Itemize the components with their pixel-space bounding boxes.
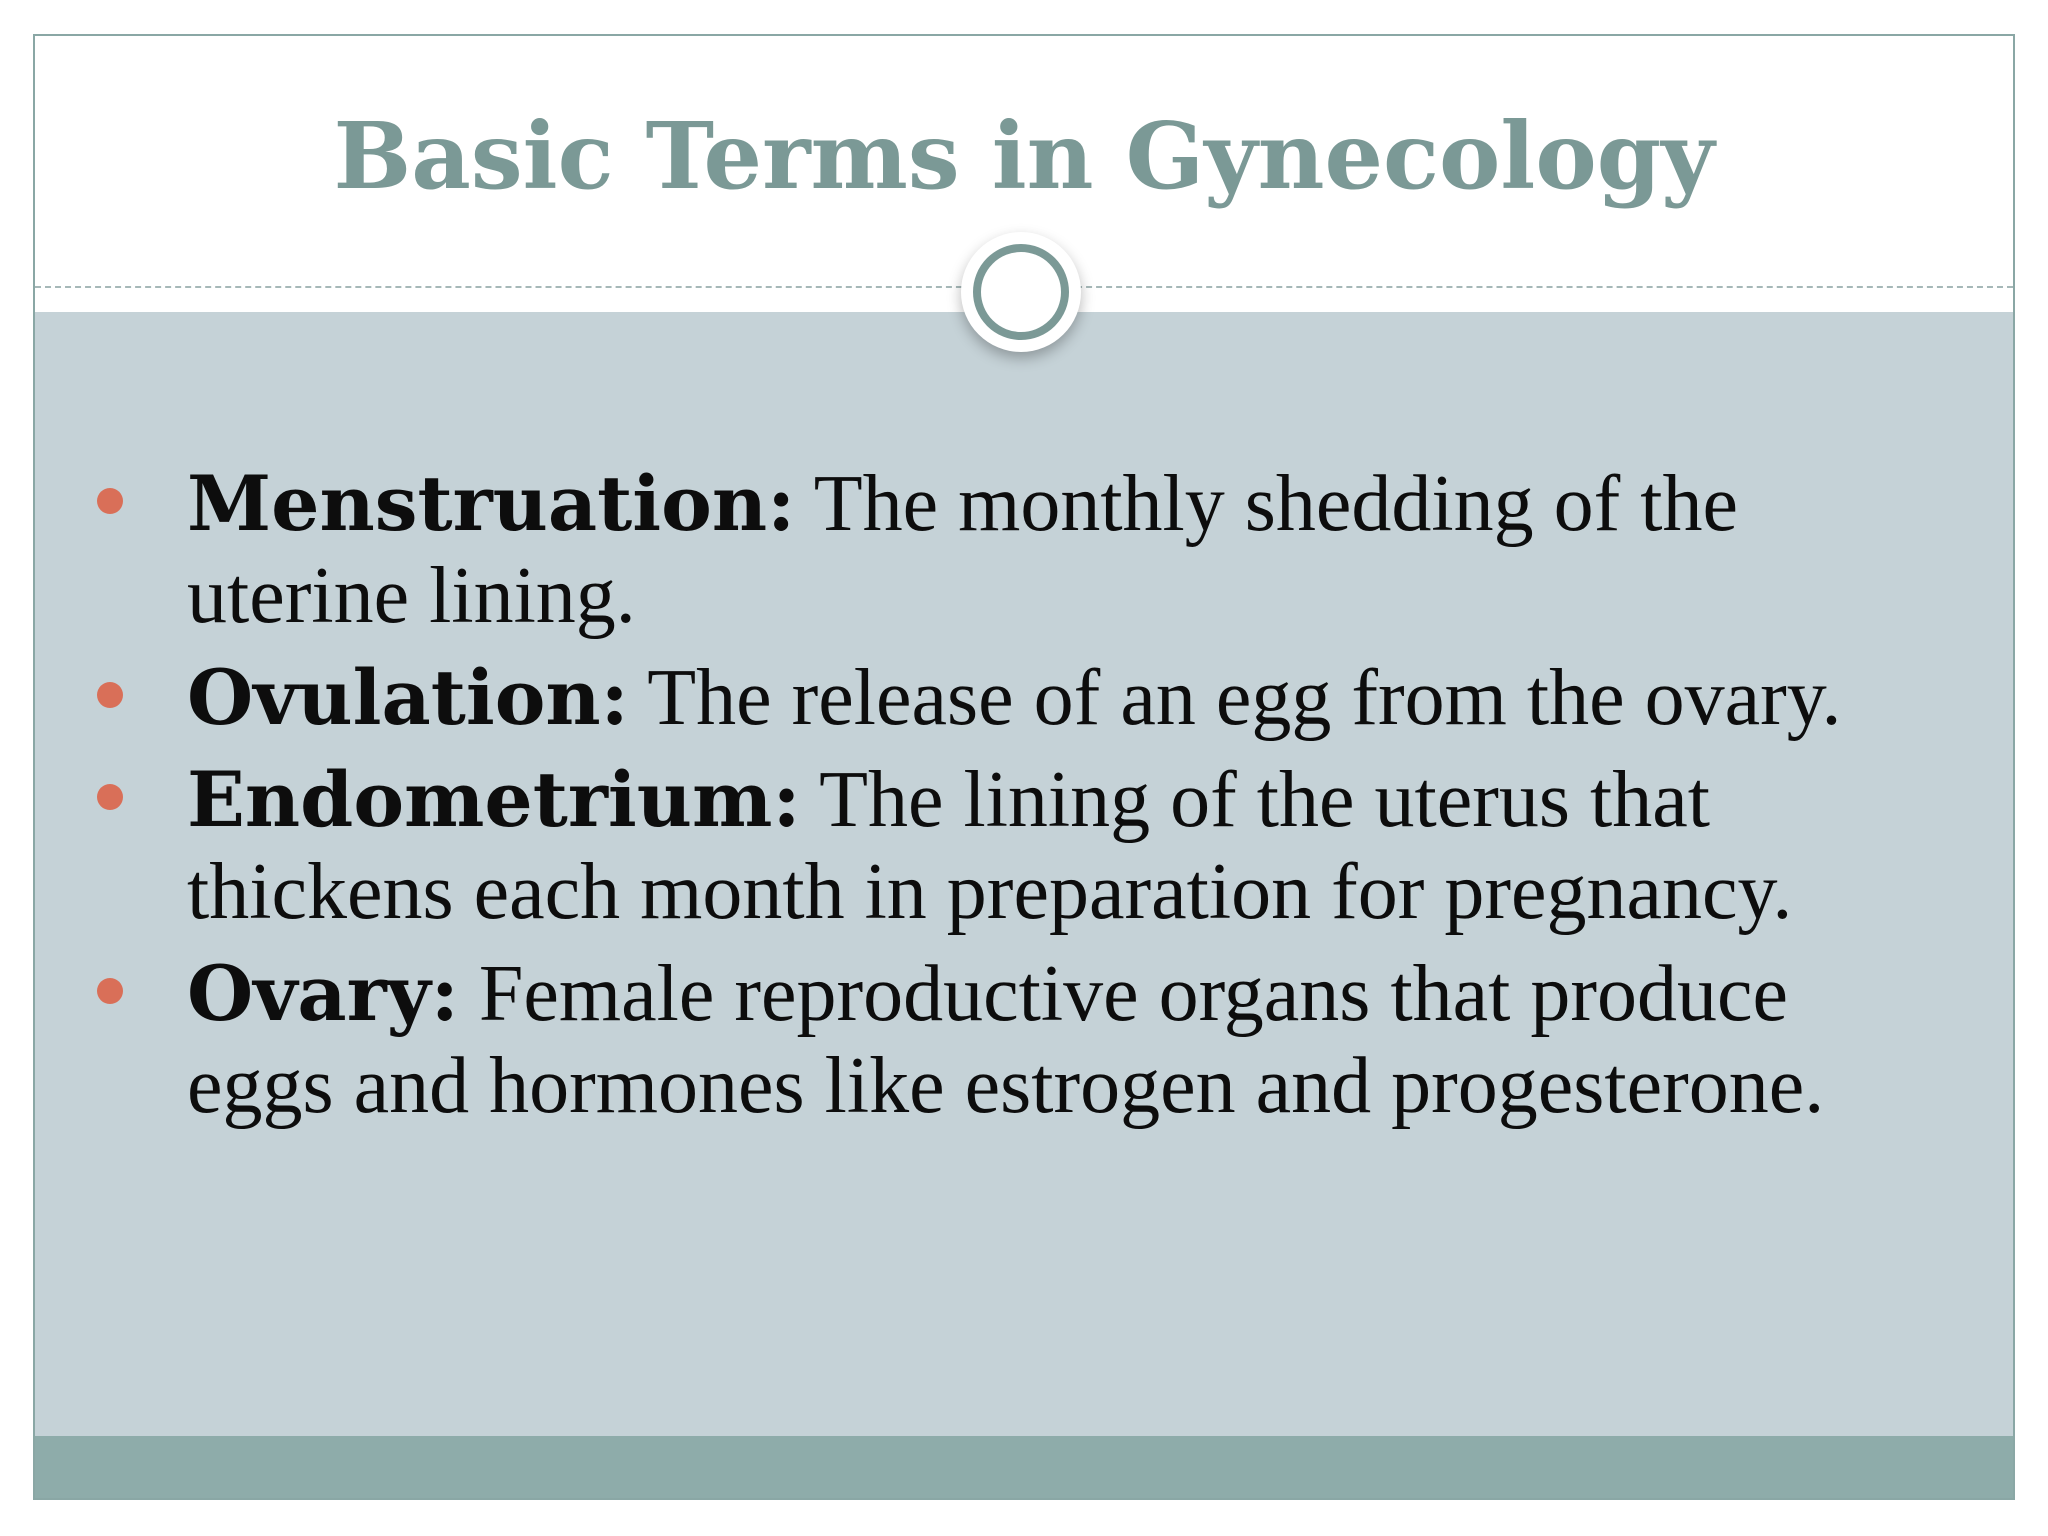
term-definition: The release of an egg from the ovary. [628, 654, 1842, 742]
footer-bar [35, 1436, 2013, 1500]
term-label: Menstruation: [187, 459, 796, 548]
bullet-dot-icon [97, 488, 123, 514]
slide [33, 34, 2015, 1500]
term-label: Endometrium: [187, 755, 801, 844]
circle-ring [973, 244, 1069, 340]
term-definition: Female reproductive organs that produce eggs and hormones like estrogen and progesterone. [187, 950, 1825, 1130]
term-definition: The monthly shedding of the uterine lining. [187, 460, 1739, 640]
list-item [87, 948, 1947, 1132]
list-item [87, 652, 1947, 744]
bullet-dot-icon [97, 978, 123, 1004]
term-definition: The lining of the uterus that thickens each month in preparation for pregnancy. [187, 756, 1793, 936]
term-label: Ovary: [187, 949, 459, 1038]
circle-ornament-icon [961, 232, 1081, 352]
bullet-list [87, 458, 1947, 1142]
list-item [87, 754, 1947, 938]
term-label: Ovulation: [187, 653, 629, 742]
bullet-dot-icon [97, 784, 123, 810]
slide-title: Basic Terms in Gynecology [333, 102, 1715, 210]
bullet-dot-icon [97, 682, 123, 708]
list-item [87, 458, 1947, 642]
